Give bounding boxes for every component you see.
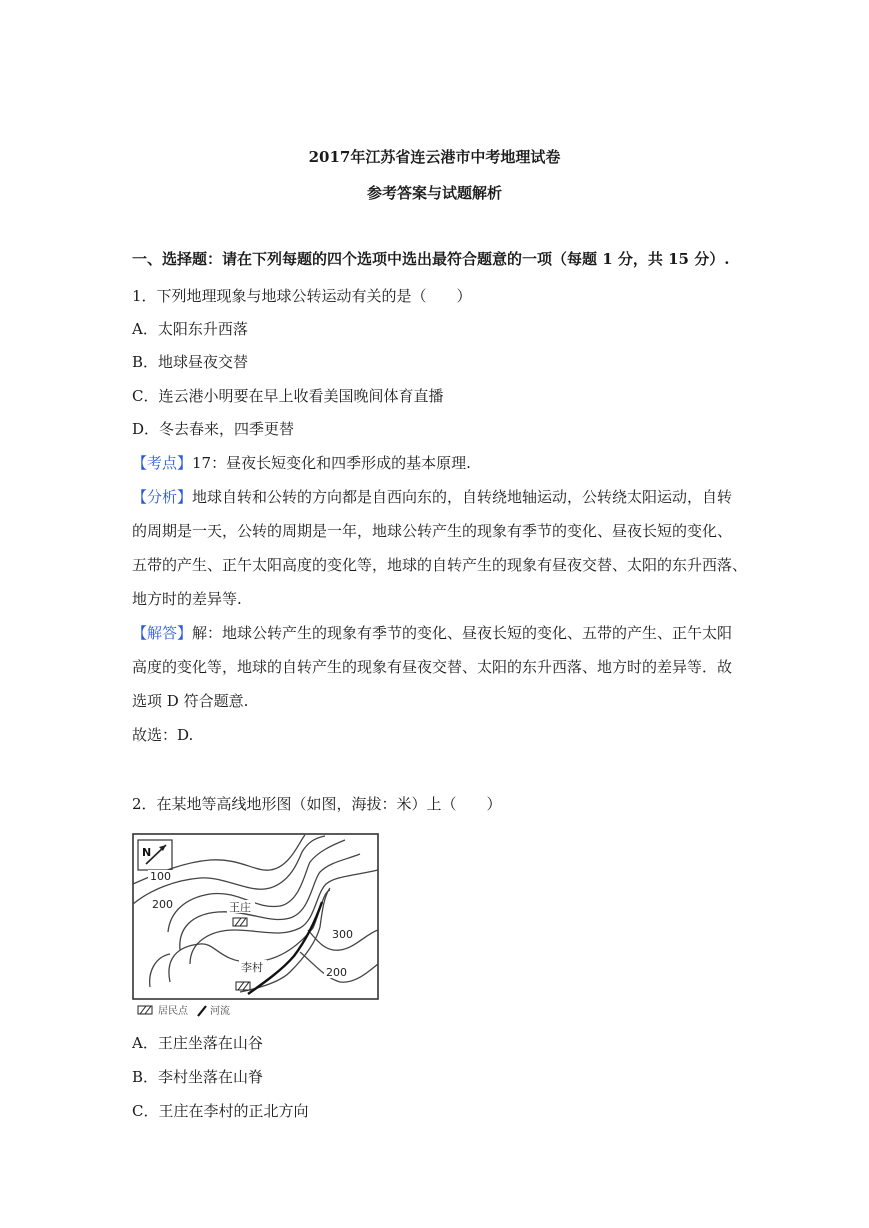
question-2-option-a: A．王庄坐落在山谷 <box>132 1034 263 1052</box>
jieda-text: 解：地球公转产生的现象有季节的变化、昼夜长短的变化、五带的产生、正午太阳 <box>192 624 733 642</box>
place-label-wangzhuang: 王庄 <box>229 901 251 914</box>
legend-river-icon <box>198 1006 206 1016</box>
contour-label-200-left: 200 <box>152 898 173 911</box>
map-legend <box>138 1004 230 1017</box>
fenxi-paragraph-line-4: 地方时的差异等. <box>132 590 242 608</box>
question-1-stem: 1．下列地理现象与地球公转运动有关的是（ ） <box>132 287 472 305</box>
north-label: N <box>142 846 152 859</box>
document-title: 2017年江苏省连云港市中考地理试卷 <box>308 148 561 166</box>
question-1-option-c: C．连云港小明要在早上收看美国晚间体育直播 <box>132 387 444 405</box>
document-subtitle: 参考答案与试题解析 <box>366 184 502 202</box>
section-heading: 一、选择题：请在下列每题的四个选项中选出最符合题意的一项（每题 1 分，共 15 分）. <box>132 250 730 268</box>
question-1-option-d: D．冬去春来，四季更替 <box>132 420 295 438</box>
legend-river-label: 河流 <box>210 1006 230 1017</box>
jieda-paragraph-line-3: 选项 D 符合题意. <box>132 692 249 710</box>
contour-map <box>130 832 382 1024</box>
jieda-paragraph-line-1 <box>132 623 732 643</box>
fenxi-paragraph-line-3: 五带的产生、正午太阳高度的变化等，地球的自转产生的现象有昼夜交替、太阳的东升西落、 <box>132 556 748 574</box>
contour-map-figure <box>130 832 382 1024</box>
question-1-answer: 故选：D. <box>132 726 194 744</box>
kaodian-text: 17：昼夜长短变化和四季形成的基本原理. <box>192 454 471 472</box>
kaodian-tag: 【考点】 <box>132 454 193 472</box>
north-arrow-icon <box>138 840 172 870</box>
fenxi-paragraph-line-1 <box>132 487 732 507</box>
question-2-stem: 2．在某地等高线地形图（如图，海拔：米）上（ ） <box>132 795 502 813</box>
kaodian-paragraph <box>132 453 471 473</box>
fenxi-text: 地球自转和公转的方向都是自西向东的，自转绕地轴运动，公转绕太阳运动，自转 <box>192 488 733 506</box>
question-1-option-b: B．地球昼夜交替 <box>132 353 249 371</box>
fenxi-tag: 【分析】 <box>132 488 193 506</box>
question-1-option-a: A．太阳东升西落 <box>132 320 248 338</box>
legend-settlement-label: 居民点 <box>158 1006 188 1017</box>
jieda-paragraph-line-2: 高度的变化等，地球的自转产生的现象有昼夜交替、太阳的东升西落、地方时的差异等．故 <box>132 658 733 676</box>
question-2-option-c: C．王庄在李村的正北方向 <box>132 1102 309 1120</box>
place-label-licun: 李村 <box>241 961 263 974</box>
question-2-option-b: B．李村坐落在山脊 <box>132 1068 264 1086</box>
contour-label-100: 100 <box>150 870 171 883</box>
contour-label-200-right: 200 <box>326 966 347 979</box>
contour-label-300: 300 <box>332 928 353 941</box>
jieda-tag: 【解答】 <box>132 624 193 642</box>
fenxi-paragraph-line-2: 的周期是一天，公转的周期是一年，地球公转产生的现象有季节的变化、昼夜长短的变化、 <box>132 522 733 540</box>
